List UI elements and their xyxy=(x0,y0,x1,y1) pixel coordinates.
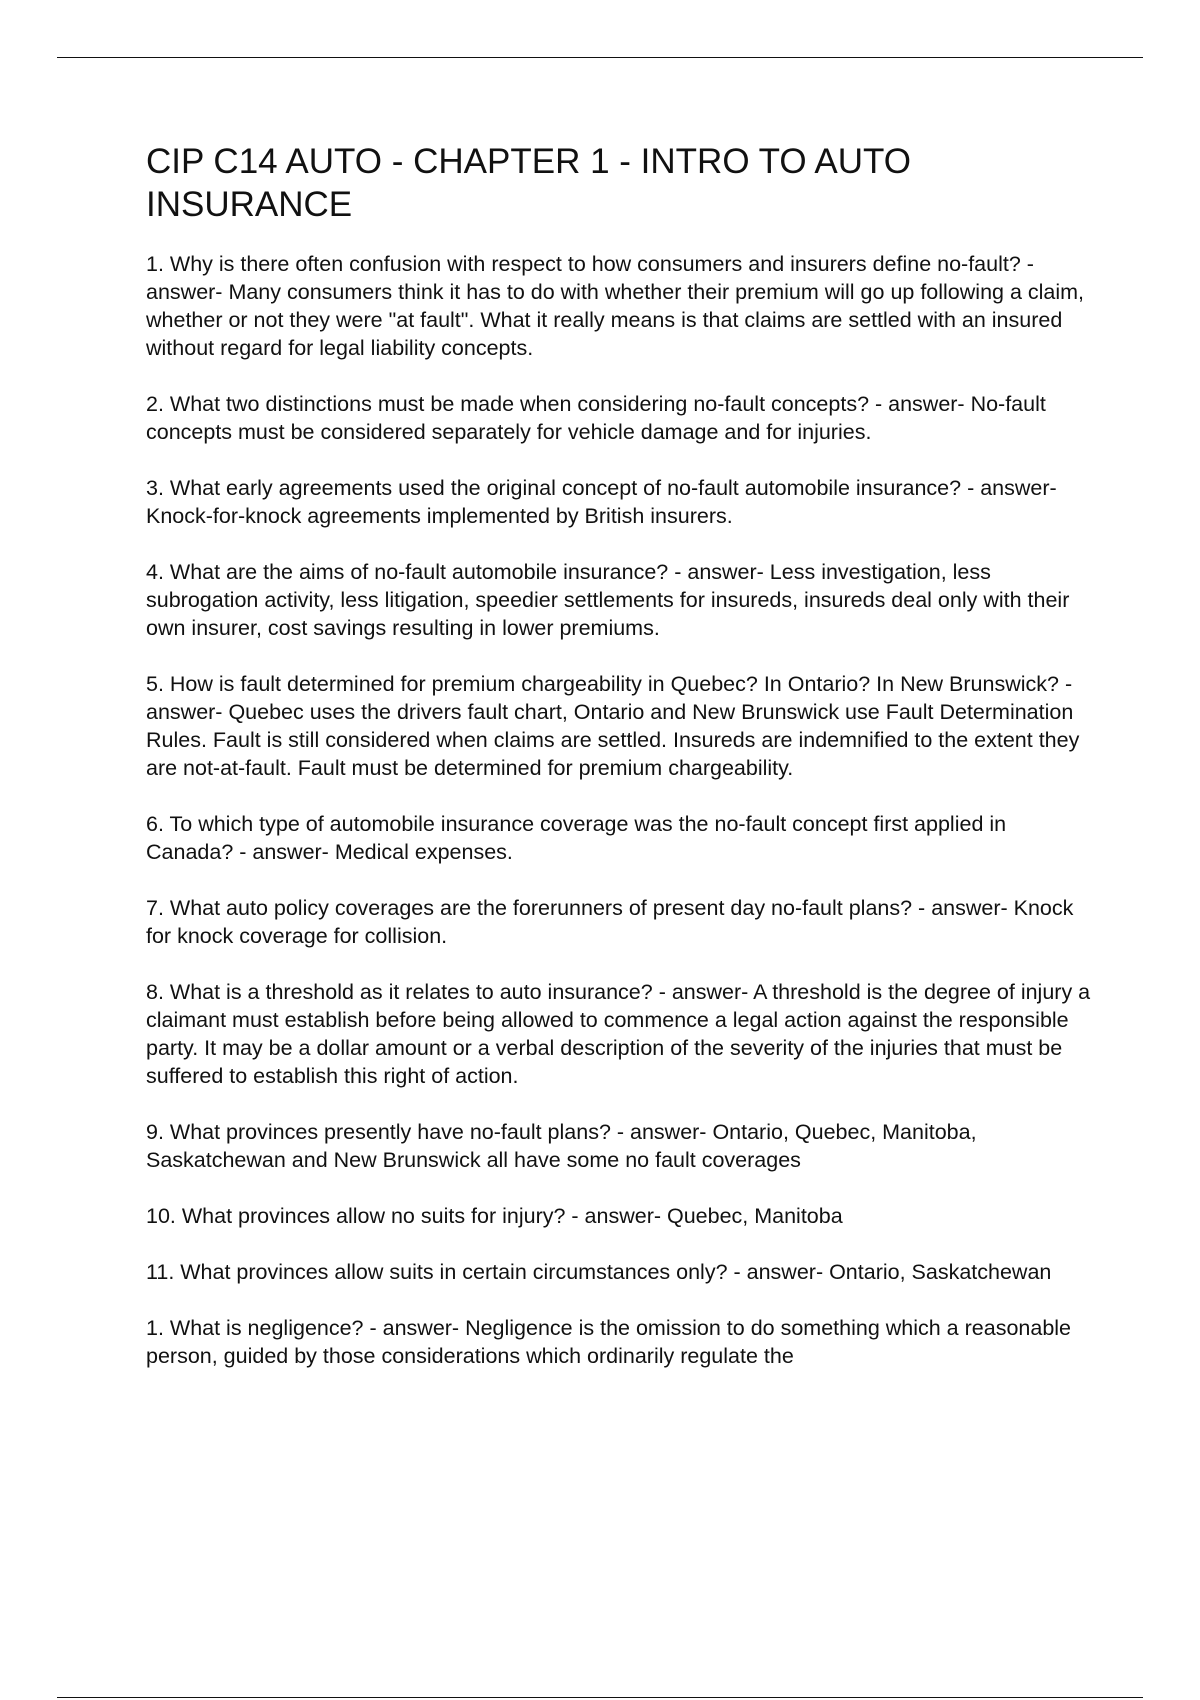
top-divider xyxy=(57,57,1143,58)
document-title: CIP C14 AUTO - CHAPTER 1 - INTRO TO AUTO INSURANCE xyxy=(146,142,911,224)
qa-item: 1. Why is there often confusion with respect to how consumers and insurers define no-fault? - answer- Many consumers think it has to do with whether their premium will go up following a claim, whether or not they were "at fault". What it really means is that claims are settled with an insured without regard for legal liability concepts. xyxy=(146,252,1085,360)
qa-item: 7. What auto policy coverages are the forerunners of present day no-fault plans? - answer- Knock for knock coverage for collision. xyxy=(146,896,1074,948)
qa-item: 3. What early agreements used the original concept of no-fault automobile insurance? - answer- Knock-for-knock agreements implemented by British insurers. xyxy=(146,476,1057,528)
qa-item: 6. To which type of automobile insurance coverage was the no-fault concept first applied in Canada? - answer- Medical expenses. xyxy=(146,812,1007,864)
qa-item: 1. What is negligence? - answer- Negligence is the omission to do something which a reasonable person, guided by those considerations which ordinarily regulate the xyxy=(146,1316,1072,1368)
qa-item: 5. How is fault determined for premium chargeability in Quebec? In Ontario? In New Brunswick? - answer- Quebec uses the drivers fault chart, Ontario and New Brunswick use Fault Determination Rules. Fault is still considered when claims are settled. Insureds are indemnified to the extent they are not-at-fault. Fault must be determined for premium chargeability. xyxy=(146,672,1080,780)
qa-item: 8. What is a threshold as it relates to auto insurance? - answer- A threshold is the degree of injury a claimant must establish before being allowed to commence a legal action against the responsible party. It may be a dollar amount or a verbal description of the severity of the injuries that must be suffered to establish this right of action. xyxy=(146,980,1091,1088)
qa-item: 11. What provinces allow suits in certain circumstances only? - answer- Ontario, Saskatchewan xyxy=(146,1260,1052,1284)
qa-item: 2. What two distinctions must be made when considering no-fault concepts? - answer- No-fault concepts must be considered separately for vehicle damage and for injuries. xyxy=(146,392,1046,444)
bottom-divider xyxy=(57,1697,1143,1698)
qa-item: 4. What are the aims of no-fault automobile insurance? - answer- Less investigation, less subrogation activity, less litigation, speedier settlements for insureds, insureds deal only with their own insurer, cost savings resulting in lower premiums. xyxy=(146,560,1070,640)
qa-item: 9. What provinces presently have no-fault plans? - answer- Ontario, Quebec, Manitoba, Saskatchewan and New Brunswick all have some no fault coverages xyxy=(146,1120,977,1172)
qa-item: 10. What provinces allow no suits for injury? - answer- Quebec, Manitoba xyxy=(146,1204,843,1228)
qa-list xyxy=(146,250,1096,1370)
document-body xyxy=(146,140,1096,1398)
